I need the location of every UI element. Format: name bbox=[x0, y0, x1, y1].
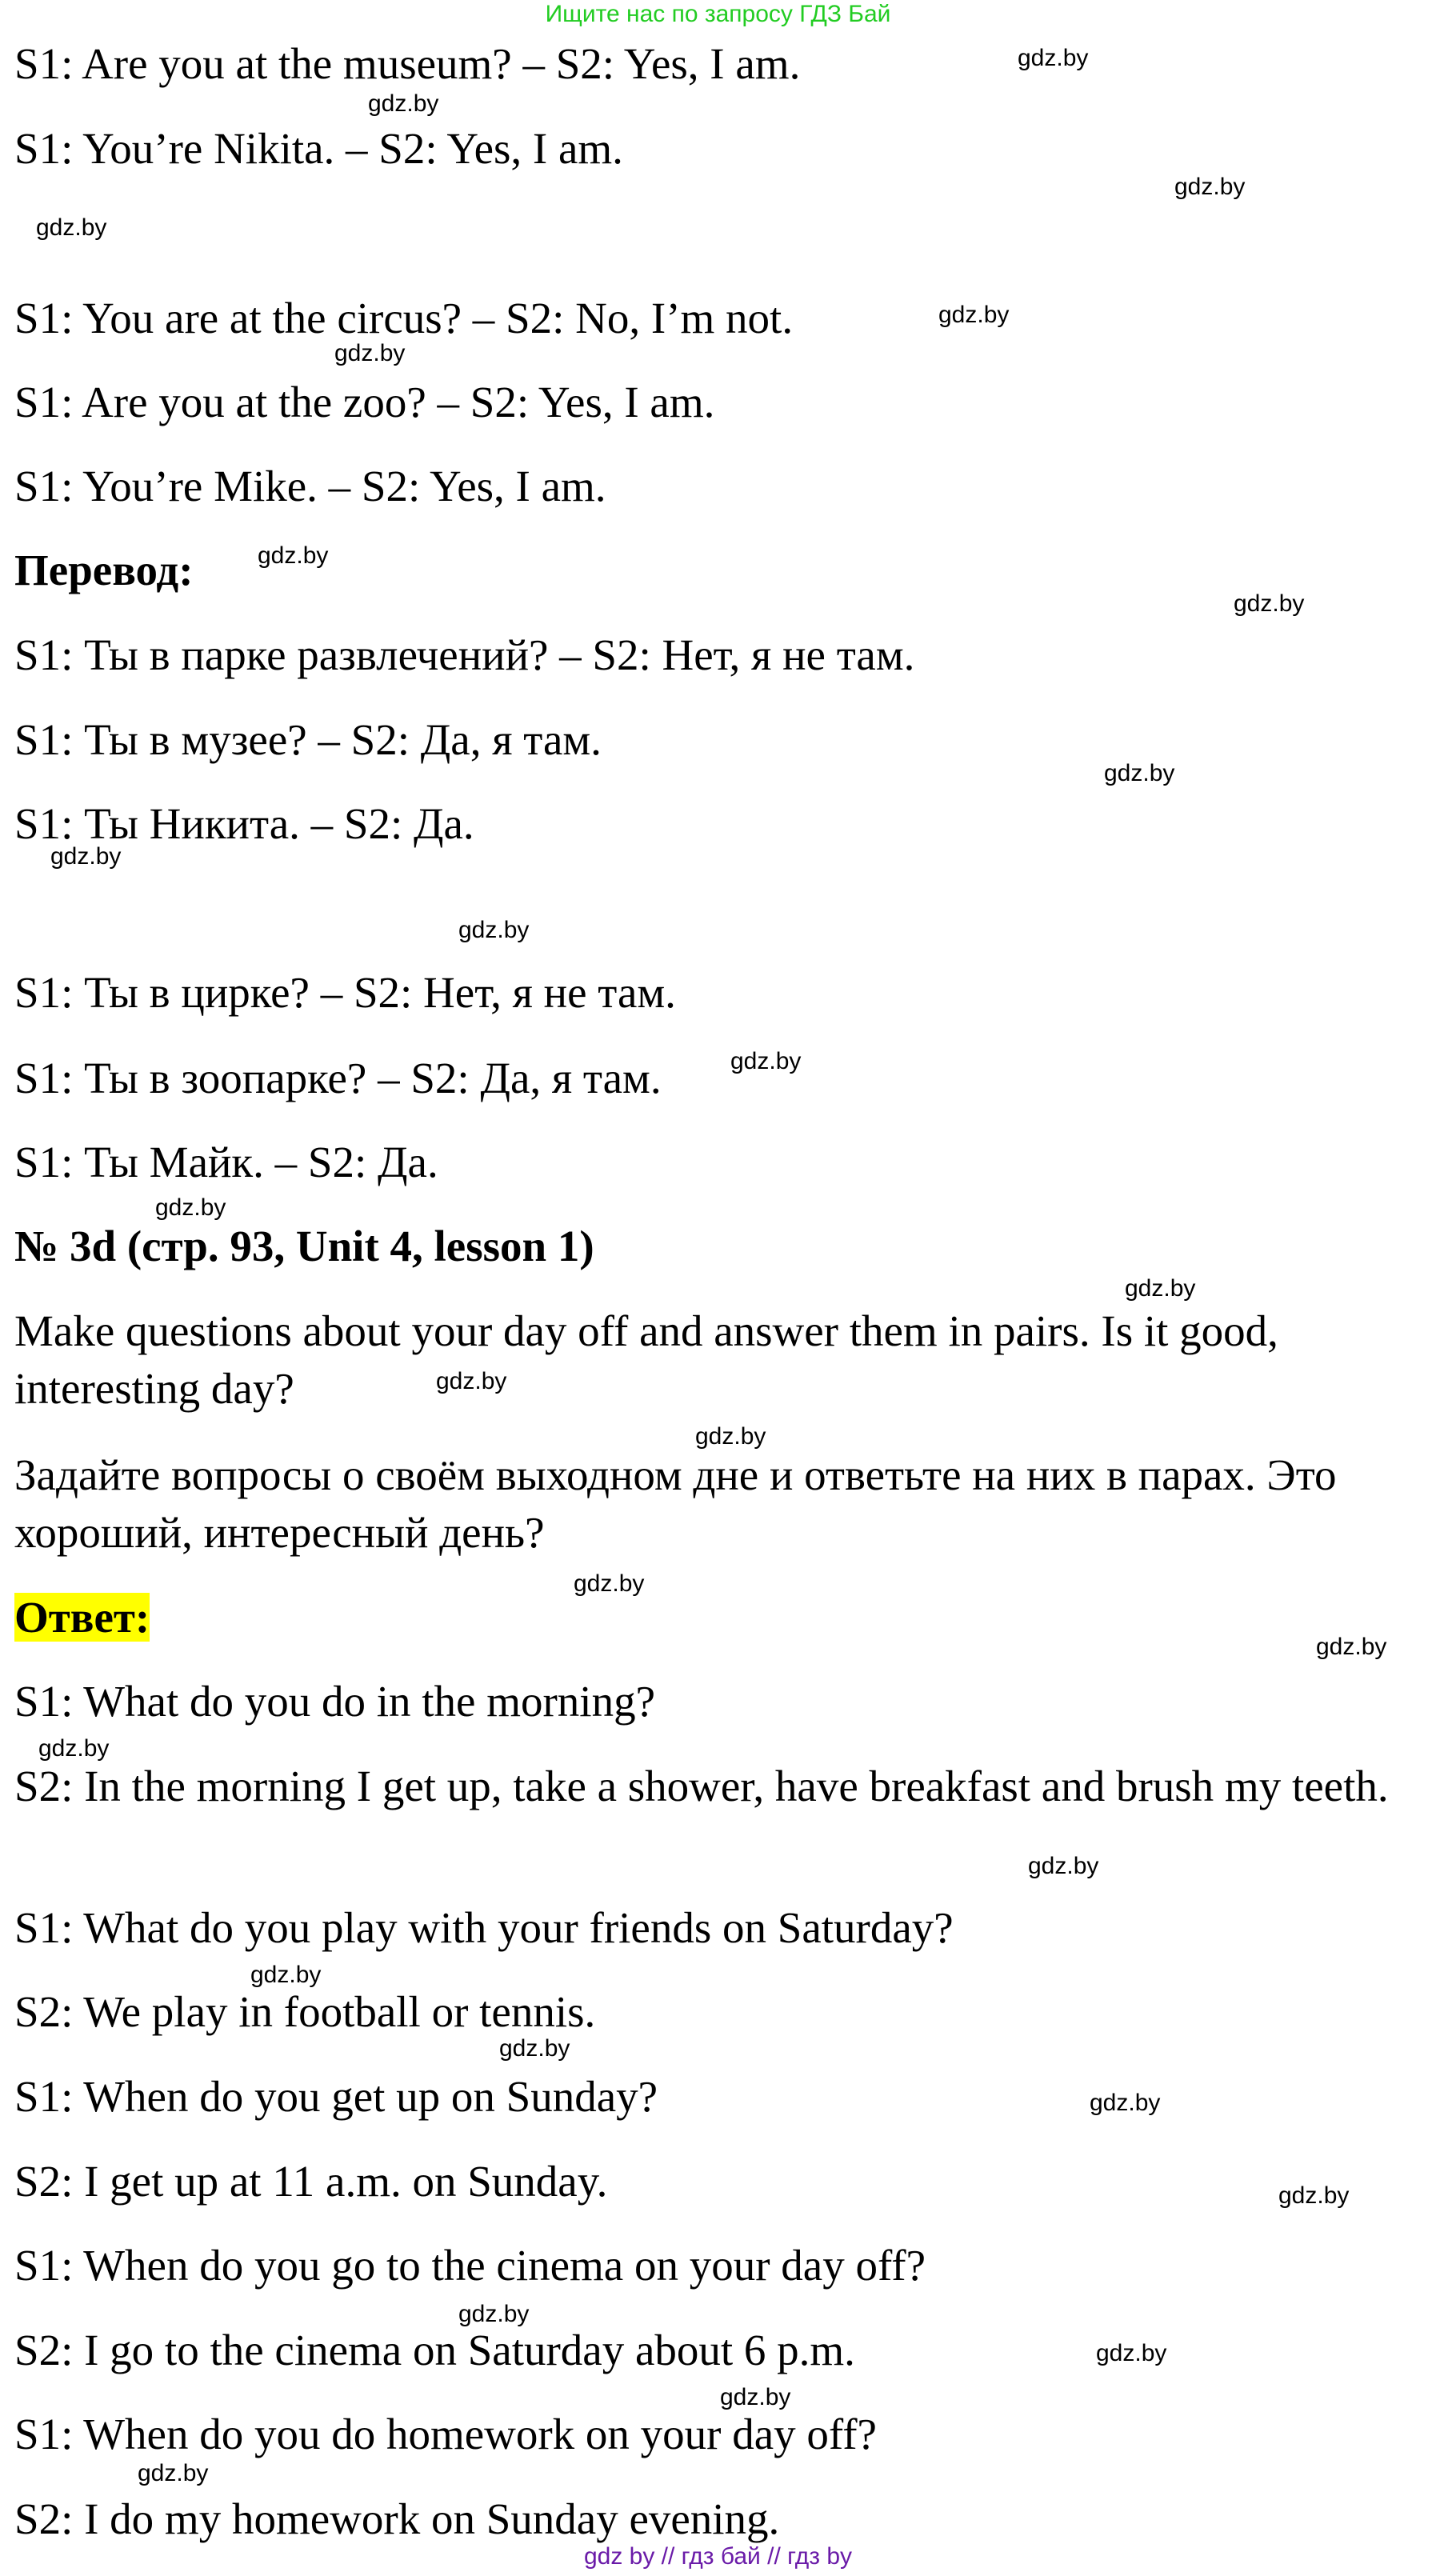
watermark: gdz.by bbox=[458, 2301, 530, 2327]
text-line: S1: When do you go to the cinema on your day off? bbox=[14, 2241, 926, 2290]
text-line: S1: You’re Nikita. – S2: Yes, I am. bbox=[14, 124, 623, 173]
text-line: S1: Ты Никита. – S2: Да. bbox=[14, 799, 474, 848]
text-line: S1: You are at the circus? – S2: No, I’m not. bbox=[14, 294, 794, 342]
text-line: S1: Ты Майк. – S2: Да. bbox=[14, 1138, 438, 1186]
text-line: S1: What do you play with your friends on Saturday? bbox=[14, 1903, 954, 1952]
watermark: gdz.by bbox=[36, 214, 107, 241]
exercise-heading: № 3d (стр. 93, Unit 4, lesson 1) bbox=[14, 1222, 594, 1270]
exercise-task-en: Make questions about your day off and answer them in pairs. Is it good, interesting day? bbox=[14, 1306, 1278, 1413]
text-line: S2: We play in football or tennis. bbox=[14, 1987, 596, 2036]
watermark: gdz.by bbox=[1316, 1634, 1387, 1660]
text-line: S1: Are you at the zoo? – S2: Yes, I am. bbox=[14, 378, 715, 426]
text-line: S1: What do you do in the morning? bbox=[14, 1677, 655, 1726]
watermark: gdz.by bbox=[1028, 1853, 1099, 1879]
text-line: S1: When do you get up on Sunday? bbox=[14, 2072, 658, 2121]
watermark: gdz.by bbox=[436, 1368, 507, 1394]
text-line: S1: Ты в цирке? – S2: Нет, я не там. bbox=[14, 968, 676, 1017]
watermark: gdz.by bbox=[138, 2460, 209, 2486]
watermark: gdz.by bbox=[499, 2035, 570, 2062]
text-line: S1: Ты в парке развлечений? – S2: Нет, я не там. bbox=[14, 630, 915, 679]
text-line: S2: In the morning I get up, take a shower, have breakfast and brush my teeth. bbox=[14, 1762, 1389, 1810]
watermark: gdz.by bbox=[258, 542, 329, 569]
text-line: S1: Ты в музее? – S2: Да, я там. bbox=[14, 715, 602, 764]
watermark: gdz.by bbox=[458, 917, 530, 943]
section-heading-translation: Перевод: bbox=[14, 546, 194, 594]
watermark: gdz.by bbox=[368, 90, 439, 117]
watermark: gdz.by bbox=[1278, 2182, 1350, 2209]
watermark: gdz.by bbox=[1174, 174, 1246, 200]
text-line: S2: I get up at 11 a.m. on Sunday. bbox=[14, 2157, 608, 2206]
text-line: S2: I do my homework on Sunday evening. bbox=[14, 2494, 780, 2543]
top-banner[interactable]: Ищите нас по запросу ГДЗ Бай bbox=[545, 1, 891, 27]
answer-heading bbox=[14, 1589, 150, 1646]
watermark: gdz.by bbox=[1096, 2340, 1167, 2366]
answer-label: Ответ: bbox=[14, 1593, 150, 1642]
watermark: gdz.by bbox=[334, 340, 406, 366]
text-line: S1: When do you do homework on your day off? bbox=[14, 2410, 877, 2458]
bottom-banner[interactable]: gdz by // гдз бай // гдз by bbox=[583, 2543, 853, 2570]
text-line: S2: I go to the cinema on Saturday about 6 p.m. bbox=[14, 2326, 855, 2374]
watermark: gdz.by bbox=[574, 1570, 645, 1597]
text-line: S1: Are you at the museum? – S2: Yes, I am. bbox=[14, 39, 801, 88]
text-line: S1: You’re Mike. – S2: Yes, I am. bbox=[14, 462, 606, 510]
watermark: gdz.by bbox=[1018, 45, 1089, 71]
watermark: gdz.by bbox=[50, 843, 122, 870]
watermark: gdz.by bbox=[695, 1423, 766, 1450]
watermark: gdz.by bbox=[938, 302, 1010, 328]
watermark: gdz.by bbox=[250, 1962, 322, 1988]
exercise-task-ru: Задайте вопросы о своём выходном дне и ответьте на них в парах. Это хороший, интересный день? bbox=[14, 1450, 1337, 1557]
watermark: gdz.by bbox=[720, 2384, 791, 2410]
watermark: gdz.by bbox=[1234, 590, 1305, 617]
watermark: gdz.by bbox=[38, 1735, 110, 1762]
watermark: gdz.by bbox=[1104, 760, 1175, 786]
watermark: gdz.by bbox=[155, 1194, 226, 1221]
watermark: gdz.by bbox=[1125, 1275, 1196, 1302]
watermark: gdz.by bbox=[730, 1048, 802, 1074]
text-line: S1: Ты в зоопарке? – S2: Да, я там. bbox=[14, 1054, 662, 1102]
watermark: gdz.by bbox=[1090, 2090, 1161, 2116]
